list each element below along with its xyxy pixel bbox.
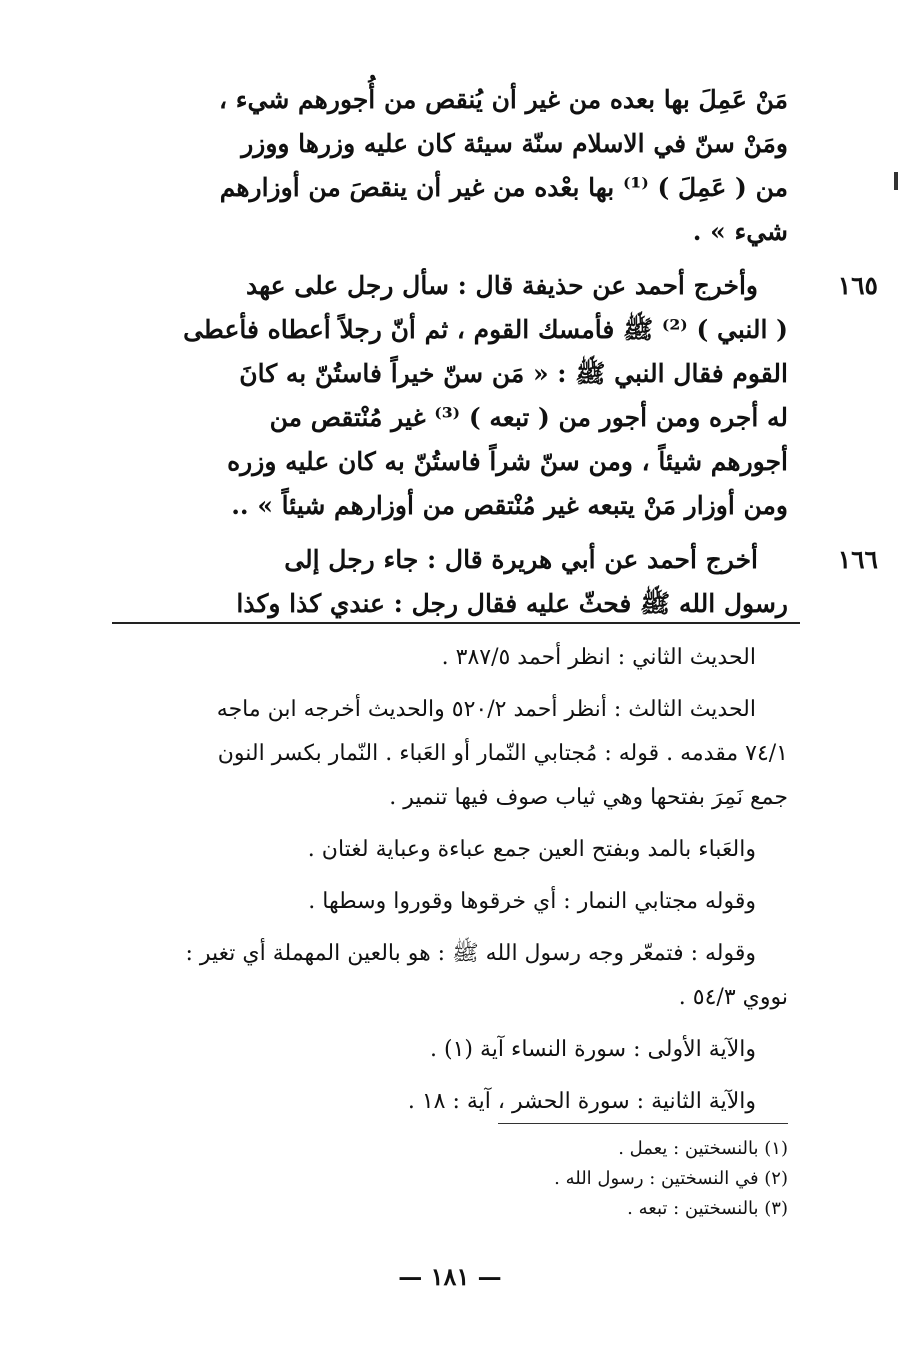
footnote: (٢) في النسختين : رسول الله . (554, 1168, 788, 1189)
note-line: والآية الأولى : سورة النساء آية (١) . (430, 1037, 756, 1062)
text-line: له أجره ومن أجور من ( تبعه ) ⁽³⁾ غير مُنْتقص من (269, 403, 788, 432)
text-line: وأخرج أحمد عن حذيفة قال : سأل رجل على عهد (246, 271, 758, 300)
main-text (148, 78, 878, 636)
note-line: جمع نَمِرَ بفتحها وهي ثياب صوف فيها تنمير . (389, 785, 788, 810)
hadith-paragraph-165 (148, 264, 878, 528)
hadith-paragraph-166 (148, 538, 878, 626)
page-number: — ١٨١ — (398, 1262, 502, 1291)
text-line: أخرج أحمد عن أبي هريرة قال : جاء رجل إلى (284, 545, 758, 574)
note-line: والعَباء بالمد وبفتح العين جمع عباءة وعباية لغتان . (307, 837, 756, 862)
note-paragraph (100, 688, 788, 820)
hadith-number: ١٦٦ (837, 545, 878, 574)
note-paragraph (100, 1080, 788, 1124)
note-line: وقوله مجتابي النمار : أي خرقوها وقوروا وسطها . (308, 889, 756, 914)
margin-mark (894, 172, 898, 190)
hadith-number: ١٦٥ (837, 271, 878, 300)
note-line: ٧٤/١ مقدمه . قوله : مُجتابي النّمار أو العَباء . النّمار بكسر النون (217, 741, 788, 766)
note-line: والآية الثانية : سورة الحشر ، آية : ١٨ . (407, 1089, 756, 1114)
note-paragraph (100, 1028, 788, 1072)
note-line: وقوله : فتمعّر وجه رسول الله ﷺ : هو بالعين المهملة أي تغير : (185, 941, 756, 966)
text-line: مَنْ عَمِلَ بها بعده من غير أن يُنقص من أُجورهم شيء ، (219, 85, 788, 114)
note-paragraph (100, 880, 788, 924)
intro-paragraph (148, 78, 788, 254)
footnote-divider (498, 1123, 788, 1124)
text-line: ( النبي ) ⁽²⁾ ﷺ فأمسك القوم ، ثم أنّ رجلاً أعطاه فأعطى (183, 315, 788, 344)
text-line: ومن أوزار مَنْ يتبعه غير مُنْتقص من أوزارهم شيئاً » .. (231, 491, 788, 520)
note-paragraph (100, 932, 788, 1020)
note-line: نووي ٥٤/٣ . (678, 985, 788, 1010)
main-divider (112, 622, 800, 624)
text-line: القوم فقال النبي ﷺ : « مَن سنّ خيراً فاستُنّ به كانَ (239, 359, 788, 388)
note-line: الحديث الثاني : انظر أحمد ٣٨٧/٥ . (441, 645, 756, 670)
text-line: شيء » . (692, 217, 788, 246)
text-line: أجورهم شيئاً ، ومن سنّ شراً فاستُنّ به كان عليه وزره (227, 447, 788, 476)
note-paragraph (100, 636, 788, 680)
footnotes (388, 1134, 788, 1224)
note-line: الحديث الثالث : أنظر أحمد ٥٢٠/٢ والحديث أخرجه ابن ماجه (216, 697, 756, 722)
note-paragraph (100, 828, 788, 872)
text-line: من ( عَمِلَ ) ⁽¹⁾ بها بعْده من غير أن ينقصَ من أوزارهم (219, 173, 788, 202)
footnote: (٣) بالنسختين : تبعه . (627, 1198, 788, 1219)
text-line: ومَنْ سنّ في الاسلام سنّة سيئة كان عليه وزرها ووزر (241, 129, 788, 158)
footnote: (١) بالنسختين : يعمل . (618, 1138, 788, 1159)
text-line: رسول الله ﷺ فحثّ عليه فقال رجل : عندي كذا وكذا (236, 589, 788, 618)
commentary-notes (100, 636, 788, 1132)
